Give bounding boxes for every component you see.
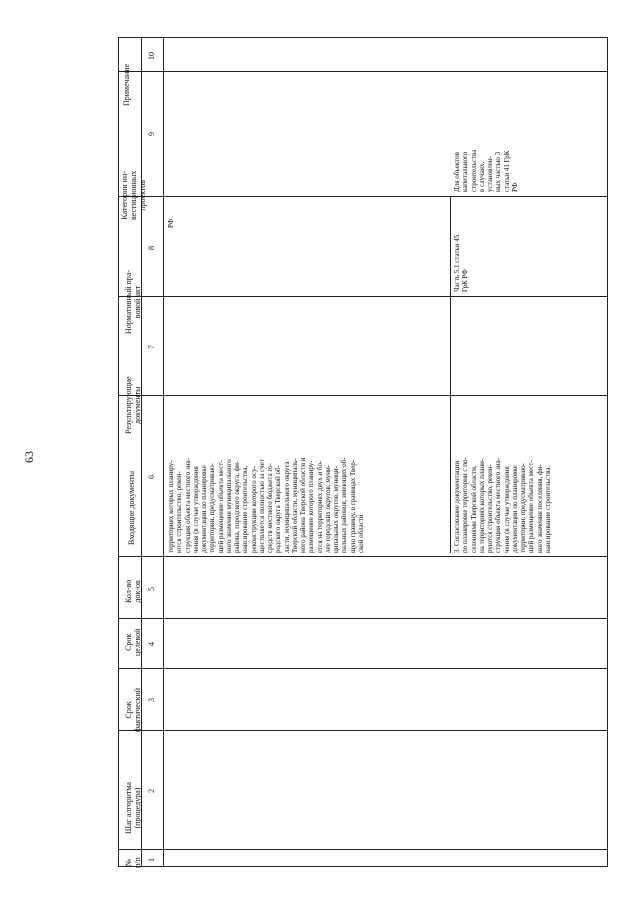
column-divider <box>119 730 607 731</box>
header-col-1: № п/п <box>124 857 143 868</box>
row-divider <box>450 196 451 553</box>
header-col-8: Нормативный пра- вовой акт <box>124 270 143 334</box>
column-divider <box>119 196 607 197</box>
header-col-5: Кол-во док-ов <box>124 579 143 603</box>
header-row-divider <box>141 38 142 866</box>
column-divider <box>119 296 607 297</box>
col-number-10: 10 <box>147 52 156 60</box>
column-divider <box>119 71 607 72</box>
row-a-incoming-documents: территориях которых планиру- ются строительство, рекон- струкция объекта местного зна- чения (в случае утверждения документации по планировке территории, предусматриваю- щей размещение объекта мест- ного значения муниципального района, городского округа, фи- нансирование строительства, реконструкции которого осу- ществляется полностью за счет средств местного бюджета го- родского округа Тверской об- ласти, муниципального округа Тверской области, муниципаль- ного района Тверской области и размещение которого планиру- ется на территориях двух и бо- лее городских округов, муни- ципальных округов, муници- пальных районов, имеющих об- щую границу, в границах Твер- ской области <box>167 457 365 553</box>
col-number-5: 5 <box>147 587 156 591</box>
col-number-7: 7 <box>147 345 156 349</box>
header-col-7: Результирующие документы <box>124 376 143 434</box>
column-divider <box>119 395 607 396</box>
page-number: 63 <box>22 451 36 463</box>
col-number-3: 3 <box>147 698 156 702</box>
row-a-investment-category: РФ <box>167 218 175 228</box>
row-b-legal-act: Часть 5.1 статьи 45 ГрК РФ <box>453 234 470 292</box>
column-divider <box>119 556 607 557</box>
number-row-divider <box>163 38 164 866</box>
header-col-4: Срок целевой <box>124 628 143 656</box>
row-b-investment-category: Для объектов капитального строительства в случаях, установлен- ных частью 3 статьи 41 ГрК РФ <box>453 149 519 192</box>
col-number-8: 8 <box>147 246 156 250</box>
header-col-6: Входящие документы <box>127 471 136 545</box>
col-number-4: 4 <box>147 642 156 646</box>
col-number-2: 2 <box>147 789 156 793</box>
header-col-2: Шаг алгоритма (процедура) <box>124 782 143 834</box>
col-number-9: 9 <box>147 132 156 136</box>
header-col-9: Категории ин- вестиционных проектов <box>120 170 148 220</box>
column-divider <box>119 668 607 669</box>
col-number-6: 6 <box>147 475 156 479</box>
column-divider <box>119 849 607 850</box>
document-table <box>118 37 608 867</box>
row-b-incoming-documents: 3. Согласование документации по планировке территории с по- селениями Тверской области, на территориях которых плани- руются строительство, рекон- струкция объекта местного зна- чения (в случае утверждения документации по планировке территории, предусматриваю- щей размещение объекта мест- ного значения поселения, фи- нансирование строительства, <box>453 457 552 553</box>
header-col-3: Срок фактический <box>124 687 143 732</box>
column-divider <box>119 618 607 619</box>
col-number-1: 1 <box>147 858 156 862</box>
header-col-10: Примечание <box>122 63 131 106</box>
